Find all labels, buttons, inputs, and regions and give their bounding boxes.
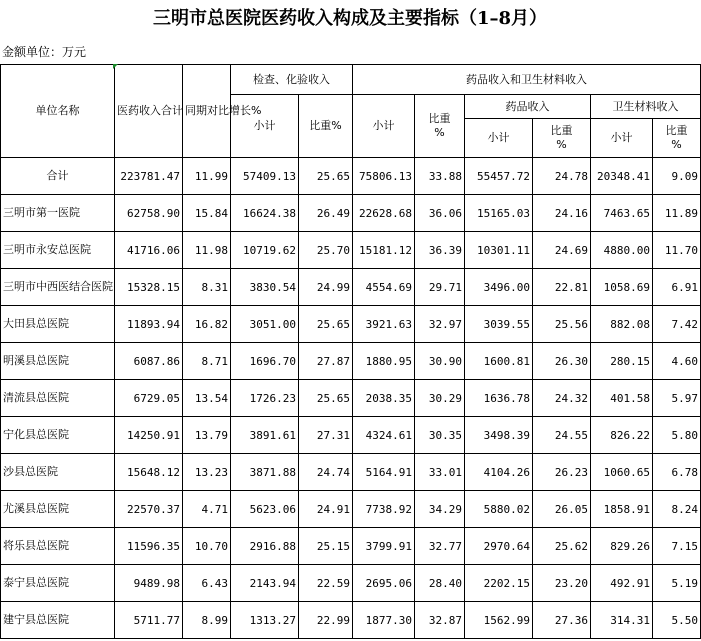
material-ratio-cell: 5.80 [653, 417, 701, 454]
header-drug-ratio: 比重 % [533, 119, 591, 158]
exam-ratio-cell: 25.70 [299, 232, 353, 269]
exam-subtotal-cell: 2916.88 [231, 528, 299, 565]
total-income-cell: 15648.12 [115, 454, 183, 491]
unit-name-cell: 沙县总医院 [1, 454, 115, 491]
dm-ratio-cell: 30.35 [415, 417, 465, 454]
dm-subtotal-cell: 4554.69 [353, 269, 415, 306]
total-income-cell: 9489.98 [115, 565, 183, 602]
yoy-growth-cell: 10.70 [183, 528, 231, 565]
material-ratio-cell: 5.19 [653, 565, 701, 602]
dm-subtotal-cell: 3799.91 [353, 528, 415, 565]
material-subtotal-cell: 401.58 [591, 380, 653, 417]
table-row [1, 306, 701, 343]
dm-ratio-cell: 29.71 [415, 269, 465, 306]
unit-name-cell: 三明市永安总医院 [1, 232, 115, 269]
drug-ratio-cell: 24.78 [533, 158, 591, 195]
income-table [0, 64, 701, 639]
table-row [1, 454, 701, 491]
exam-ratio-cell: 24.91 [299, 491, 353, 528]
yoy-growth-cell: 4.71 [183, 491, 231, 528]
drug-subtotal-cell: 10301.11 [465, 232, 533, 269]
exam-ratio-cell: 22.99 [299, 602, 353, 639]
unit-name-cell: 合计 [1, 158, 115, 195]
total-income-cell: 11596.35 [115, 528, 183, 565]
material-subtotal-cell: 829.26 [591, 528, 653, 565]
header-dm-subtotal: 小计 [353, 95, 415, 158]
exam-ratio-cell: 22.59 [299, 565, 353, 602]
drug-subtotal-cell: 2970.64 [465, 528, 533, 565]
exam-ratio-cell: 27.87 [299, 343, 353, 380]
dm-ratio-cell: 34.29 [415, 491, 465, 528]
dm-ratio-cell: 32.87 [415, 602, 465, 639]
header-exam-group: 检查、化验收入 [231, 65, 353, 95]
yoy-growth-cell: 8.31 [183, 269, 231, 306]
table-row [1, 232, 701, 269]
drug-subtotal-cell: 2202.15 [465, 565, 533, 602]
drug-subtotal-cell: 55457.72 [465, 158, 533, 195]
exam-subtotal-cell: 3051.00 [231, 306, 299, 343]
exam-subtotal-cell: 5623.06 [231, 491, 299, 528]
material-ratio-cell: 5.97 [653, 380, 701, 417]
header-exam-subtotal: 小计 [231, 95, 299, 158]
exam-subtotal-cell: 1313.27 [231, 602, 299, 639]
exam-ratio-cell: 24.99 [299, 269, 353, 306]
drug-subtotal-cell: 3496.00 [465, 269, 533, 306]
header-drug-subtotal: 小计 [465, 119, 533, 158]
data-table-container [0, 64, 700, 641]
dm-ratio-cell: 32.77 [415, 528, 465, 565]
exam-subtotal-cell: 16624.38 [231, 195, 299, 232]
material-subtotal-cell: 1858.91 [591, 491, 653, 528]
yoy-growth-cell: 15.84 [183, 195, 231, 232]
drug-subtotal-cell: 1636.78 [465, 380, 533, 417]
header-material-group: 卫生材料收入 [591, 95, 701, 119]
drug-ratio-cell: 26.23 [533, 454, 591, 491]
drug-subtotal-cell: 1600.81 [465, 343, 533, 380]
yoy-growth-cell: 13.79 [183, 417, 231, 454]
total-income-cell: 5711.77 [115, 602, 183, 639]
material-subtotal-cell: 826.22 [591, 417, 653, 454]
dm-subtotal-cell: 15181.12 [353, 232, 415, 269]
yoy-growth-cell: 13.54 [183, 380, 231, 417]
material-subtotal-cell: 4880.00 [591, 232, 653, 269]
total-income-cell: 223781.47 [115, 158, 183, 195]
total-row [1, 158, 701, 195]
drug-ratio-cell: 24.16 [533, 195, 591, 232]
material-ratio-cell: 6.78 [653, 454, 701, 491]
material-subtotal-cell: 314.31 [591, 602, 653, 639]
unit-name-cell: 尤溪县总医院 [1, 491, 115, 528]
dm-subtotal-cell: 75806.13 [353, 158, 415, 195]
yoy-growth-cell: 11.98 [183, 232, 231, 269]
yoy-growth-cell: 16.82 [183, 306, 231, 343]
header-yoy-growth: 同期对比增长% [183, 65, 231, 158]
total-income-cell: 62758.90 [115, 195, 183, 232]
drug-subtotal-cell: 3498.39 [465, 417, 533, 454]
header-material-subtotal: 小计 [591, 119, 653, 158]
drug-subtotal-cell: 4104.26 [465, 454, 533, 491]
dm-ratio-cell: 33.88 [415, 158, 465, 195]
drug-subtotal-cell: 3039.55 [465, 306, 533, 343]
dm-ratio-cell: 32.97 [415, 306, 465, 343]
table-row [1, 195, 701, 232]
dm-ratio-cell: 36.39 [415, 232, 465, 269]
exam-ratio-cell: 24.74 [299, 454, 353, 491]
yoy-growth-cell: 8.99 [183, 602, 231, 639]
material-ratio-cell: 11.70 [653, 232, 701, 269]
exam-ratio-cell: 25.65 [299, 306, 353, 343]
header-drug-material-group: 药品收入和卫生材料收入 [353, 65, 701, 95]
header-total-income: 医药收入合计 [115, 65, 183, 158]
header-drug-group: 药品收入 [465, 95, 591, 119]
yoy-growth-cell: 11.99 [183, 158, 231, 195]
material-ratio-cell: 9.09 [653, 158, 701, 195]
exam-subtotal-cell: 3891.61 [231, 417, 299, 454]
unit-label: 金额单位：万元 [2, 45, 87, 59]
drug-subtotal-cell: 1562.99 [465, 602, 533, 639]
dm-subtotal-cell: 7738.92 [353, 491, 415, 528]
exam-subtotal-cell: 2143.94 [231, 565, 299, 602]
total-income-cell: 14250.91 [115, 417, 183, 454]
dm-ratio-cell: 28.40 [415, 565, 465, 602]
exam-ratio-cell: 25.15 [299, 528, 353, 565]
table-row [1, 417, 701, 454]
exam-subtotal-cell: 1726.23 [231, 380, 299, 417]
total-income-cell: 22570.37 [115, 491, 183, 528]
yoy-growth-cell: 8.71 [183, 343, 231, 380]
dm-subtotal-cell: 22628.68 [353, 195, 415, 232]
dm-subtotal-cell: 1877.30 [353, 602, 415, 639]
header-dm-ratio: 比重 % [415, 95, 465, 158]
unit-name-cell: 清流县总医院 [1, 380, 115, 417]
dm-subtotal-cell: 3921.63 [353, 306, 415, 343]
drug-subtotal-cell: 5880.02 [465, 491, 533, 528]
material-ratio-cell: 11.89 [653, 195, 701, 232]
table-row [1, 565, 701, 602]
dm-subtotal-cell: 2695.06 [353, 565, 415, 602]
drug-subtotal-cell: 15165.03 [465, 195, 533, 232]
dm-subtotal-cell: 4324.61 [353, 417, 415, 454]
material-ratio-cell: 4.60 [653, 343, 701, 380]
table-row [1, 602, 701, 639]
exam-ratio-cell: 27.31 [299, 417, 353, 454]
unit-name-cell: 三明市第一医院 [1, 195, 115, 232]
yoy-growth-cell: 13.23 [183, 454, 231, 491]
drug-ratio-cell: 27.36 [533, 602, 591, 639]
header-material-ratio: 比重 % [653, 119, 701, 158]
exam-subtotal-cell: 3871.88 [231, 454, 299, 491]
material-ratio-cell: 6.91 [653, 269, 701, 306]
cell-comment-marker [113, 64, 118, 69]
material-subtotal-cell: 20348.41 [591, 158, 653, 195]
exam-ratio-cell: 26.49 [299, 195, 353, 232]
material-subtotal-cell: 882.08 [591, 306, 653, 343]
drug-ratio-cell: 26.05 [533, 491, 591, 528]
dm-ratio-cell: 30.90 [415, 343, 465, 380]
table-row [1, 380, 701, 417]
total-income-cell: 6087.86 [115, 343, 183, 380]
dm-ratio-cell: 33.01 [415, 454, 465, 491]
unit-name-cell: 明溪县总医院 [1, 343, 115, 380]
table-row [1, 528, 701, 565]
material-ratio-cell: 5.50 [653, 602, 701, 639]
exam-subtotal-cell: 10719.62 [231, 232, 299, 269]
exam-subtotal-cell: 1696.70 [231, 343, 299, 380]
unit-name-cell: 宁化县总医院 [1, 417, 115, 454]
header-exam-ratio: 比重% [299, 95, 353, 158]
yoy-growth-cell: 6.43 [183, 565, 231, 602]
total-income-cell: 41716.06 [115, 232, 183, 269]
material-subtotal-cell: 7463.65 [591, 195, 653, 232]
exam-ratio-cell: 25.65 [299, 380, 353, 417]
drug-ratio-cell: 25.62 [533, 528, 591, 565]
dm-ratio-cell: 30.29 [415, 380, 465, 417]
material-subtotal-cell: 1060.65 [591, 454, 653, 491]
total-income-cell: 15328.15 [115, 269, 183, 306]
unit-name-cell: 泰宁县总医院 [1, 565, 115, 602]
drug-ratio-cell: 22.81 [533, 269, 591, 306]
unit-name-cell: 建宁县总医院 [1, 602, 115, 639]
drug-ratio-cell: 24.69 [533, 232, 591, 269]
unit-name-cell: 三明市中西医结合医院 [1, 269, 115, 306]
material-ratio-cell: 7.15 [653, 528, 701, 565]
material-subtotal-cell: 492.91 [591, 565, 653, 602]
material-ratio-cell: 8.24 [653, 491, 701, 528]
table-row [1, 491, 701, 528]
drug-ratio-cell: 24.55 [533, 417, 591, 454]
exam-subtotal-cell: 3830.54 [231, 269, 299, 306]
dm-subtotal-cell: 5164.91 [353, 454, 415, 491]
table-row [1, 343, 701, 380]
drug-ratio-cell: 23.20 [533, 565, 591, 602]
dm-subtotal-cell: 1880.95 [353, 343, 415, 380]
total-income-cell: 6729.05 [115, 380, 183, 417]
unit-name-cell: 将乐县总医院 [1, 528, 115, 565]
table-row [1, 269, 701, 306]
header-unit-name: 单位名称 [1, 65, 115, 158]
unit-name-cell: 大田县总医院 [1, 306, 115, 343]
dm-ratio-cell: 36.06 [415, 195, 465, 232]
drug-ratio-cell: 24.32 [533, 380, 591, 417]
drug-ratio-cell: 26.30 [533, 343, 591, 380]
material-ratio-cell: 7.42 [653, 306, 701, 343]
material-subtotal-cell: 280.15 [591, 343, 653, 380]
drug-ratio-cell: 25.56 [533, 306, 591, 343]
exam-subtotal-cell: 57409.13 [231, 158, 299, 195]
total-income-cell: 11893.94 [115, 306, 183, 343]
exam-ratio-cell: 25.65 [299, 158, 353, 195]
page-title: 三明市总医院医药收入构成及主要指标（1–8月） [152, 8, 548, 29]
dm-subtotal-cell: 2038.35 [353, 380, 415, 417]
material-subtotal-cell: 1058.69 [591, 269, 653, 306]
